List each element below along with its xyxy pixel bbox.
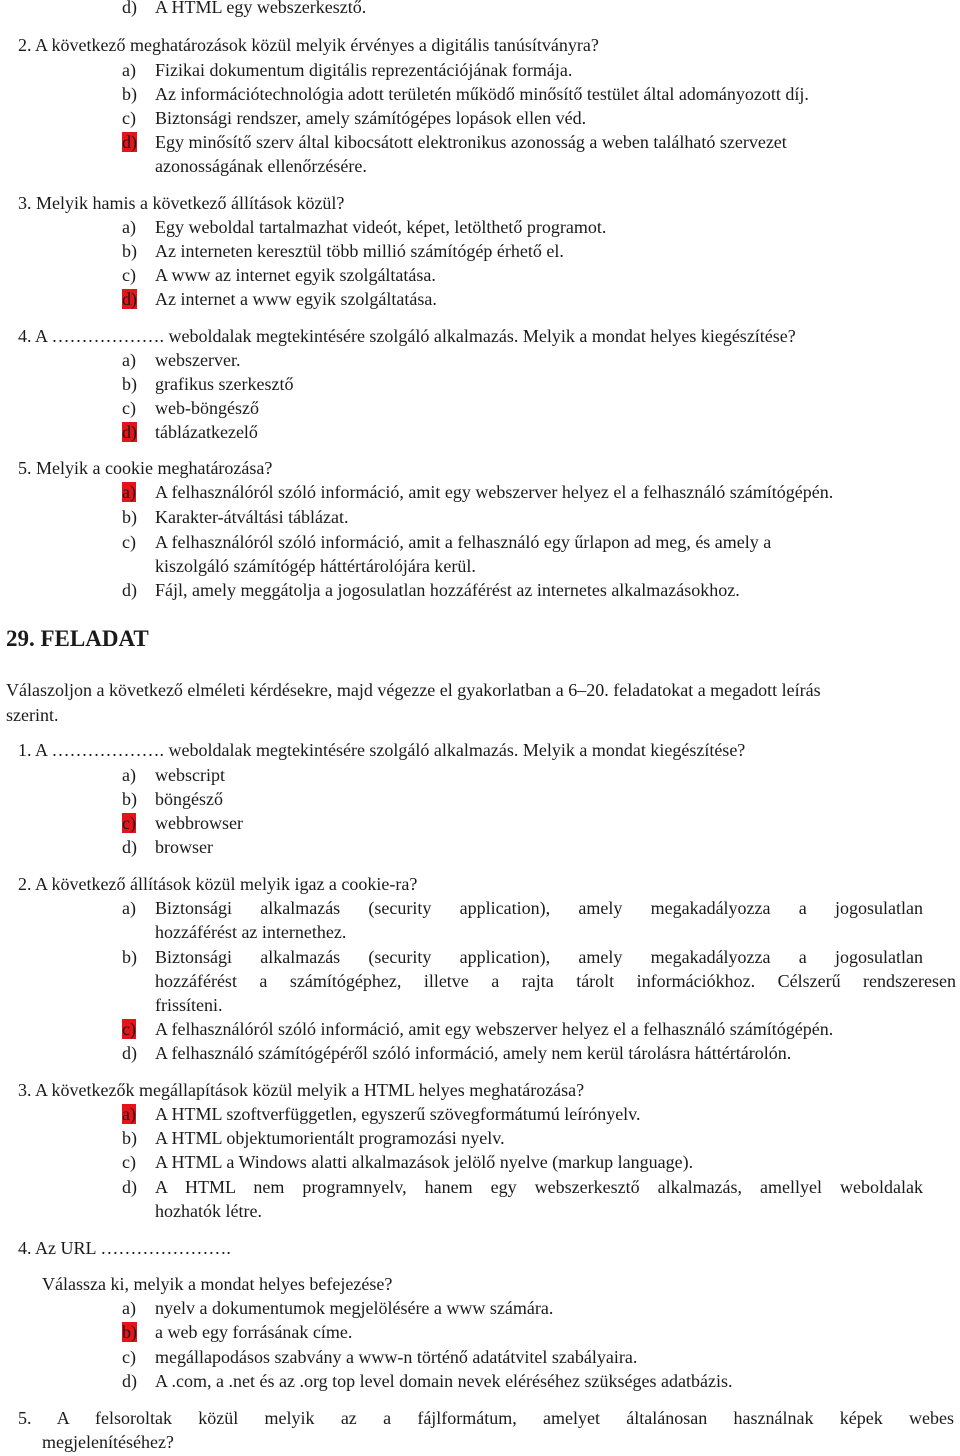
option-continuation: kiszolgáló számítógép háttértárolójára kerül. — [155, 556, 476, 576]
option-d: d) A HTML nem programnyelv, hanem egy webszerkesztő alkalmazás, amellyel weboldalak — [122, 1177, 923, 1197]
option-b: b) Az interneten keresztül több millió számítógép érhető el. — [122, 241, 564, 261]
option-a: a) Fizikai dokumentum digitális reprezentációjának formája. — [122, 60, 573, 80]
question-5: 5. Melyik a cookie meghatározása? — [18, 458, 273, 478]
option-continuation: hozhatók létre. — [155, 1201, 262, 1221]
option-b: b) böngésző — [122, 789, 223, 809]
question-subtext: Válassza ki, melyik a mondat helyes befejezése? — [42, 1274, 393, 1294]
option-a: a) Egy weboldal tartalmazhat videót, képet, letölthető programot. — [122, 217, 607, 237]
option-b-correct: b) a web egy forrásának címe. — [122, 1322, 353, 1342]
answer-highlight: a) — [122, 482, 136, 502]
option-c-correct: c) A felhasználóról szóló információ, amit egy webszerver helyez el a felhasználó számítógépén. — [122, 1019, 834, 1039]
question-continuation: megjelenítéséhez? — [42, 1432, 174, 1452]
question-5: 5. A felsoroltak közül melyik az a fájlformátum, amelyet általánosan használnak képek webes — [18, 1408, 954, 1428]
question-1: 1. A ………………. weboldalak megtekintésére szolgáló alkalmazás. Melyik a mondat kiegészítése? — [18, 740, 746, 760]
answer-highlight: d) — [122, 132, 137, 152]
option-continuation: frissíteni. — [155, 995, 223, 1015]
option-c-correct: c) webbrowser — [122, 813, 243, 833]
option-c: c) Biztonsági rendszer, amely számítógépes lopások ellen véd. — [122, 108, 587, 128]
option-a-correct: a) A HTML szoftverfüggetlen, egyszerű szövegformátumú leírónyelv. — [122, 1104, 641, 1124]
option-a: a) Biztonsági alkalmazás (security application), amely megakadályozza a jogosulatlan — [122, 898, 923, 918]
question-3: 3. A következők megállapítások közül melyik a HTML helyes meghatározása? — [18, 1080, 585, 1100]
option-d: d) browser — [122, 837, 213, 857]
option-continuation: hozzáférést az internethez. — [155, 922, 347, 942]
question-4: 4. Az URL …………………. — [18, 1238, 231, 1258]
option-a: a) webscript — [122, 765, 225, 785]
answer-highlight: c) — [122, 1019, 136, 1039]
answer-highlight: d) — [122, 422, 137, 442]
option-a: a) nyelv a dokumentumok megjelölésére a www számára. — [122, 1298, 554, 1318]
option-continuation: hozzáférést a számítógéphez, illetve a rajta tárolt információkhoz. Célszerű rendszeresen — [155, 971, 956, 991]
option-d-correct: d) Az internet a www egyik szolgáltatása. — [122, 289, 437, 309]
question-2: 2. A következő állítások közül melyik igaz a cookie-ra? — [18, 874, 418, 894]
option-b: b) Az információtechnológia adott területén működő minősítő testület által adományozott díj. — [122, 84, 809, 104]
answer-highlight: b) — [122, 1322, 137, 1342]
option-c: c) A felhasználóról szóló információ, amit a felhasználó egy űrlapon ad meg, és amely a — [122, 532, 772, 552]
intro-paragraph-end: szerint. — [6, 705, 59, 725]
option-d-correct: d) Egy minősítő szerv által kibocsátott elektronikus azonosság a weben található szervezet — [122, 132, 787, 152]
option-d: d) A felhasználó számítógépéről szóló információ, amely nem kerül tárolásra háttértárolón. — [122, 1043, 792, 1063]
option-b: b) Karakter-átváltási táblázat. — [122, 507, 349, 527]
option-b: b) grafikus szerkesztő — [122, 374, 294, 394]
option-c: c) megállapodásos szabvány a www-n történő adatátvitel szabályaira. — [122, 1347, 638, 1367]
option-continuation: azonosságának ellenőrzésére. — [155, 156, 367, 176]
option-d-correct: d) táblázatkezelő — [122, 422, 258, 442]
question-3: 3. Melyik hamis a következő állítások közül? — [18, 193, 345, 213]
option-b: b) A HTML objektumorientált programozási nyelv. — [122, 1128, 505, 1148]
option-c: c) A HTML a Windows alatti alkalmazások jelölő nyelve (markup language). — [122, 1152, 694, 1172]
section-title: 29. FELADAT — [6, 626, 149, 651]
option-a: a) webszerver. — [122, 350, 241, 370]
option-a-correct: a) A felhasználóról szóló információ, amit egy webszerver helyez el a felhasználó számítógépén. — [122, 482, 834, 502]
intro-paragraph: Válaszoljon a következő elméleti kérdésekre, majd végezze el gyakorlatban a 6‒20. feladatokat a megadott leírás — [6, 680, 821, 700]
question-2: 2. A következő meghatározások közül melyik érvényes a digitális tanúsítványra? — [18, 35, 599, 55]
answer-highlight: c) — [122, 813, 136, 833]
option-c: c) web-böngésző — [122, 398, 259, 418]
option-d: d) Fájl, amely meggátolja a jogosulatlan hozzáférést az internetes alkalmazásokhoz. — [122, 580, 740, 600]
answer-highlight: a) — [122, 1104, 136, 1124]
question-4: 4. A ………………. weboldalak megtekintésére szolgáló alkalmazás. Melyik a mondat helyes kiegészítése? — [18, 326, 796, 346]
answer-highlight: d) — [122, 289, 137, 309]
option-c: c) A www az internet egyik szolgáltatása. — [122, 265, 436, 285]
option-b: b) Biztonsági alkalmazás (security application), amely megakadályozza a jogosulatlan — [122, 947, 923, 967]
option-d: d) A HTML egy webszerkesztő. — [122, 0, 367, 17]
option-d: d) A .com, a .net és az .org top level domain nevek eléréséhez szükséges adatbázis. — [122, 1371, 733, 1391]
